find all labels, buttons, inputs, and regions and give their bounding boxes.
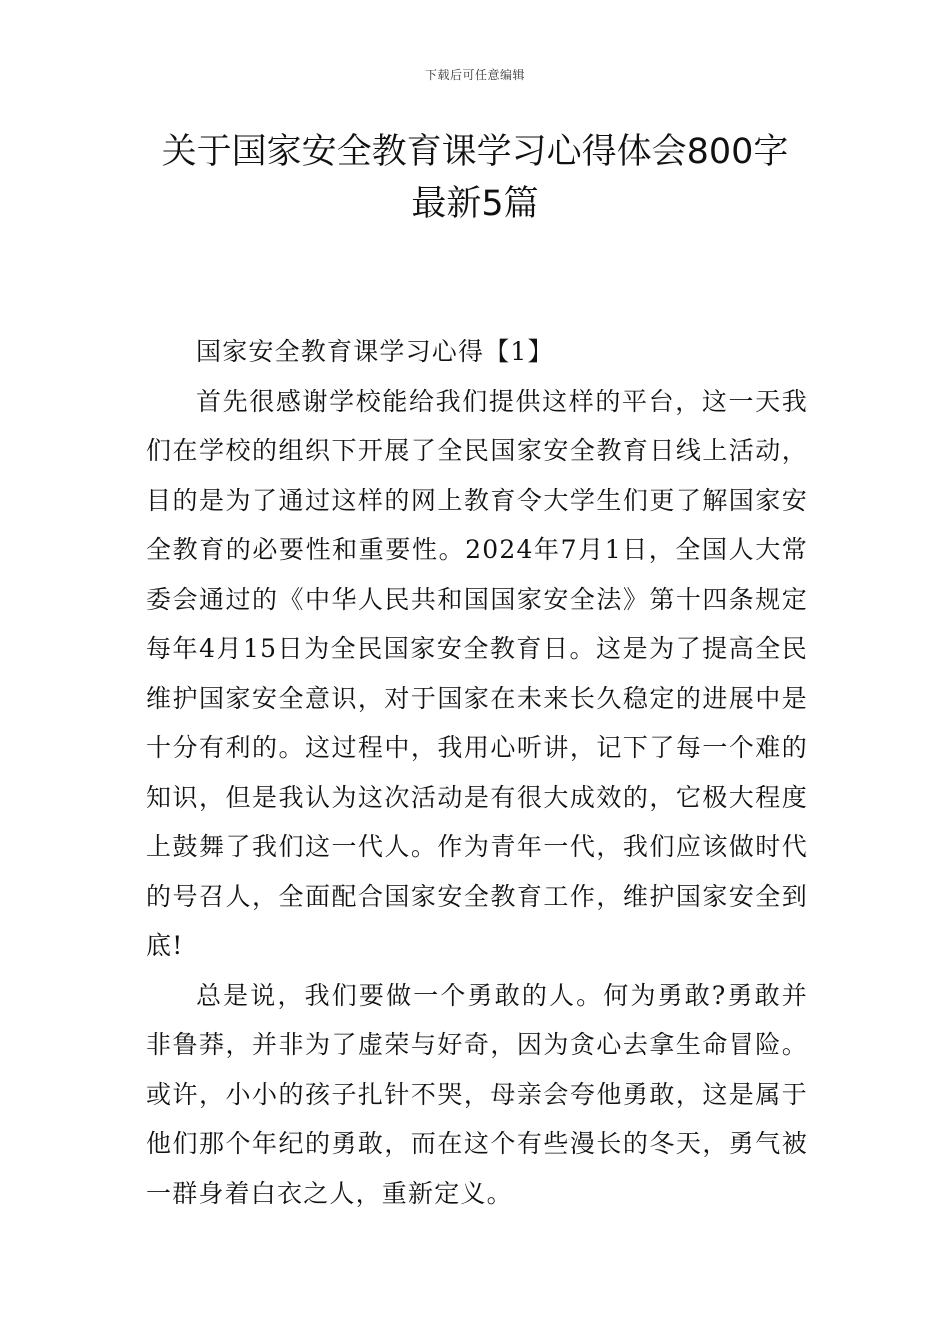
- title-line-2: 最新5篇: [411, 184, 539, 224]
- header-note: 下载后可任意编辑: [424, 68, 525, 82]
- document-title: [100, 126, 850, 230]
- title-line-1: 关于国家安全教育课学习心得体会800字: [161, 132, 789, 172]
- body-paragraph-2: 总是说，我们要做一个勇敢的人。何为勇敢?勇敢并非鲁莽，并非为了虚荣与好奇，因为贪心去拿生命冒险。或许，小小的孩子扎针不哭，母亲会夸他勇敢，这是属于他们那个年纪的勇敢，而在这个有些漫长的冬天，勇气被一群身着白衣之人，重新定义。: [146, 980, 808, 1208]
- document-body: [146, 327, 808, 1218]
- section-heading: 国家安全教育课学习心得【1】: [196, 337, 554, 366]
- body-paragraph-1: 首先很感谢学校能给我们提供这样的平台，这一天我们在学校的组织下开展了全民国家安全教育日线上活动，目的是为了通过这样的网上教育令大学生们更了解国家安全教育的必要性和重要性。2024年7月1日，全国人大常委会通过的《中华人民共和国国家安全法》第十四条规定每年4月15日为全民国家安全教育日。这是为了提高全民维护国家安全意识，对于国家在未来长久稳定的进展中是十分有利的。这过程中，我用心听讲，记下了每一个难的知识，但是我认为这次活动是有很大成效的，它极大程度上鼓舞了我们这一代人。作为青年一代，我们应该做时代的号召人，全面配合国家安全教育工作，维护国家安全到底!: [146, 386, 808, 960]
